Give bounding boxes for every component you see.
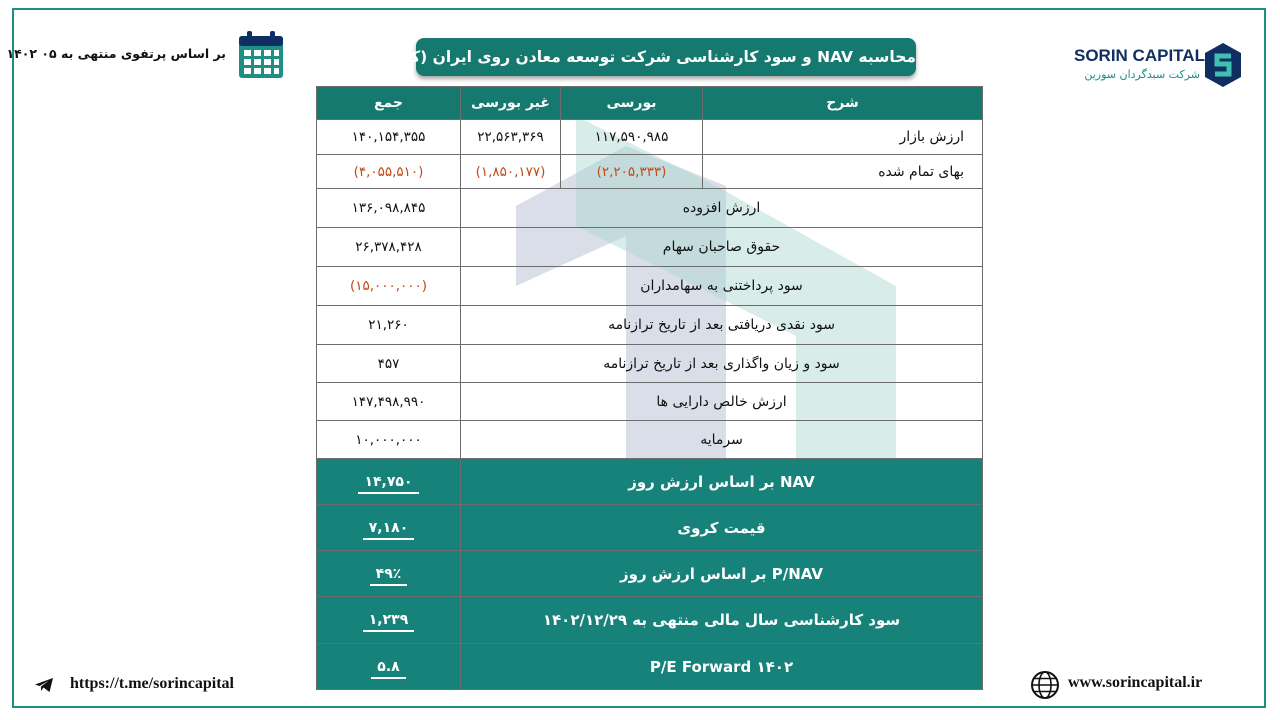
table-row	[317, 228, 983, 267]
row-total: ۱۰,۰۰۰,۰۰۰	[317, 421, 461, 459]
page-title: محاسبه NAV و سود کارشناسی شرکت توسعه معادن روی ایران (کروی)	[416, 38, 916, 76]
summary-value	[317, 505, 461, 551]
price-value: ۷,۱۸۰	[363, 520, 415, 540]
nav-value: ۱۴,۷۵۰	[358, 474, 418, 494]
logo-mark-icon	[1204, 42, 1242, 88]
row-total: ۱۳۶,۰۹۸,۸۴۵	[317, 189, 461, 228]
calendar-icon	[236, 28, 286, 80]
table-row	[317, 383, 983, 421]
website-link[interactable]: www.sorincapital.ir	[1068, 674, 1203, 691]
table-row	[317, 189, 983, 228]
summary-row	[317, 551, 983, 597]
row-total: ۴۵۷	[317, 345, 461, 383]
header-listed: بورسی	[561, 87, 703, 120]
summary-label: سود کارشناسی سال مالی منتهی به ۱۴۰۲/۱۲/۲۹	[461, 597, 983, 644]
company-logo	[1070, 38, 1250, 94]
market-value-unlisted: ۲۲,۵۶۳,۳۶۹	[461, 120, 561, 155]
logo-subtitle: شرکت سبدگردان سورین	[1084, 68, 1200, 81]
header-description: شرح	[703, 87, 983, 120]
logo-name: SORIN CAPITAL	[1074, 46, 1205, 65]
summary-label: NAV بر اساس ارزش روز	[461, 459, 983, 505]
table-row	[317, 267, 983, 306]
header-total: جمع	[317, 87, 461, 120]
summary-row	[317, 505, 983, 551]
summary-value	[317, 644, 461, 690]
summary-value	[317, 459, 461, 505]
row-label: بهای تمام شده	[703, 155, 983, 189]
table-row	[317, 306, 983, 345]
row-label: سرمایه	[461, 421, 983, 459]
cost-listed: (۲,۲۰۵,۳۳۳)	[561, 155, 703, 189]
summary-label: قیمت کروی	[461, 505, 983, 551]
summary-value	[317, 597, 461, 644]
row-label: ارزش افزوده	[461, 189, 983, 228]
row-label: حقوق صاحبان سهام	[461, 228, 983, 267]
table-header-row	[317, 87, 983, 120]
market-value-listed: ۱۱۷,۵۹۰,۹۸۵	[561, 120, 703, 155]
expert-profit-value: ۱,۲۳۹	[363, 612, 415, 632]
table-row	[317, 421, 983, 459]
summary-row	[317, 597, 983, 644]
cost-unlisted: (۱,۸۵۰,۱۷۷)	[461, 155, 561, 189]
pe-forward-value: ۵.۸	[371, 659, 405, 679]
row-label: ارزش خالص دارایی ها	[461, 383, 983, 421]
globe-icon	[1030, 670, 1060, 700]
summary-label: P/E Forward ۱۴۰۲	[461, 644, 983, 690]
table-row	[317, 120, 983, 155]
row-total: ۲۶,۳۷۸,۴۲۸	[317, 228, 461, 267]
row-total: (۱۵,۰۰۰,۰۰۰)	[317, 267, 461, 306]
row-label: سود پرداختنی به سهامداران	[461, 267, 983, 306]
telegram-link[interactable]: https://t.me/sorincapital	[70, 675, 234, 692]
market-value-total: ۱۴۰,۱۵۴,۳۵۵	[317, 120, 461, 155]
table-row	[317, 345, 983, 383]
summary-row	[317, 644, 983, 690]
row-label: سود نقدی دریافتی بعد از تاریخ ترازنامه	[461, 306, 983, 345]
row-label: سود و زیان واگذاری بعد از تاریخ ترازنامه	[461, 345, 983, 383]
cost-total: (۴,۰۵۵,۵۱۰)	[317, 155, 461, 189]
pnav-value: ۴۹٪	[370, 566, 408, 586]
row-total: ۲۱,۲۶۰	[317, 306, 461, 345]
summary-row	[317, 459, 983, 505]
nav-table	[316, 86, 983, 690]
header-unlisted: غیر بورسی	[461, 87, 561, 120]
table-row	[317, 155, 983, 189]
summary-value	[317, 551, 461, 597]
telegram-icon[interactable]	[34, 677, 54, 693]
summary-label: P/NAV بر اساس ارزش روز	[461, 551, 983, 597]
row-total: ۱۴۷,۴۹۸,۹۹۰	[317, 383, 461, 421]
row-label: ارزش بازار	[703, 120, 983, 155]
portfolio-basis-note: بر اساس پرتفوی منتهی به ۰۵ ۱۴۰۲	[6, 46, 226, 61]
